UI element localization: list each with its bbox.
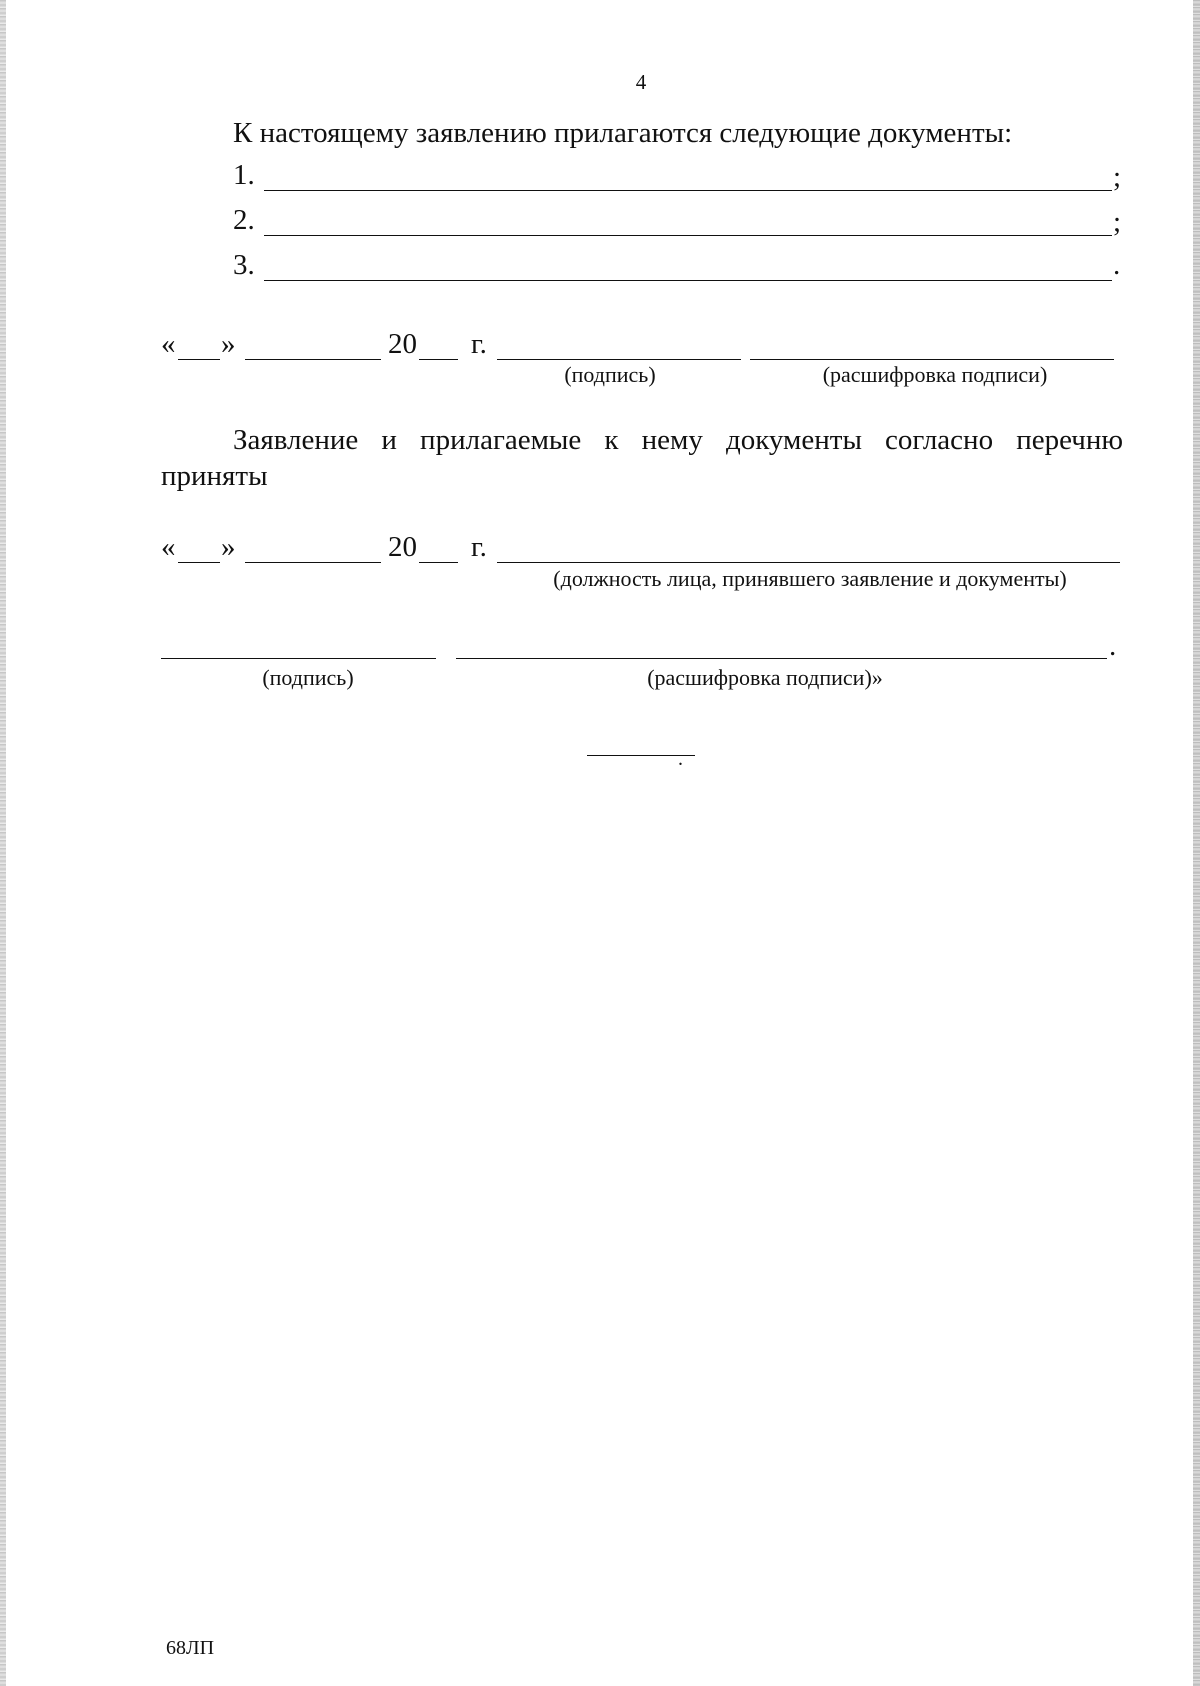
acceptance-date-day-line[interactable] [178, 562, 220, 563]
acceptance-signature-caption: (подпись) [262, 665, 354, 690]
applicant-decoding-line[interactable] [750, 359, 1114, 360]
scan-edge-right [1193, 0, 1200, 1686]
acceptance-date-year-prefix: 20 [388, 531, 417, 563]
attachment-1-number: 1. [233, 159, 255, 191]
applicant-signature-line[interactable] [497, 359, 741, 360]
acceptance-date-quote-close: » [221, 531, 236, 563]
applicant-decoding-caption: (расшифровка подписи) [822, 362, 1048, 387]
date-quote-close: » [221, 328, 236, 360]
footer-code: 68ЛП [166, 1637, 215, 1659]
date-month-line[interactable] [245, 359, 381, 360]
date-day-line[interactable] [178, 359, 220, 360]
closing-dot: . [678, 748, 683, 770]
attachment-3-number: 3. [233, 249, 255, 281]
attachment-1-end: ; [1113, 161, 1122, 193]
attachment-3-line[interactable] [264, 280, 1112, 281]
acceptance-decoding-line[interactable] [456, 658, 1107, 659]
date-quote-open: « [161, 328, 176, 360]
acceptance-position-caption: (должность лица, принявшего заявление и документы) [553, 566, 1067, 591]
acceptance-text-line1: Заявление и прилагаемые к нему документы согласно перечню [233, 424, 1123, 456]
acceptance-position-line[interactable] [497, 562, 1120, 563]
date-year-suffix: г. [471, 328, 487, 360]
acceptance-date-year-line[interactable] [419, 562, 458, 563]
date-year-line[interactable] [419, 359, 458, 360]
acceptance-date-month-line[interactable] [245, 562, 381, 563]
acceptance-text-line2: приняты [161, 460, 268, 492]
acceptance-signature-line[interactable] [161, 658, 436, 659]
attachment-2-end: ; [1113, 206, 1122, 238]
attachments-heading: К настоящему заявлению прилагаются следующие документы: [233, 117, 1013, 149]
applicant-signature-caption: (подпись) [564, 362, 656, 387]
attachment-2-line[interactable] [264, 235, 1112, 236]
attachment-3-end: . [1113, 249, 1121, 281]
acceptance-date-quote-open: « [161, 531, 176, 563]
attachment-1-line[interactable] [264, 190, 1112, 191]
acceptance-date-year-suffix: г. [471, 531, 487, 563]
acceptance-decoding-caption: (расшифровка подписи)» [647, 665, 883, 690]
page-number: 4 [635, 70, 647, 94]
date-year-prefix: 20 [388, 328, 417, 360]
attachment-2-number: 2. [233, 204, 255, 236]
acceptance-end-mark: . [1109, 630, 1117, 662]
scan-edge-left [0, 0, 6, 1686]
